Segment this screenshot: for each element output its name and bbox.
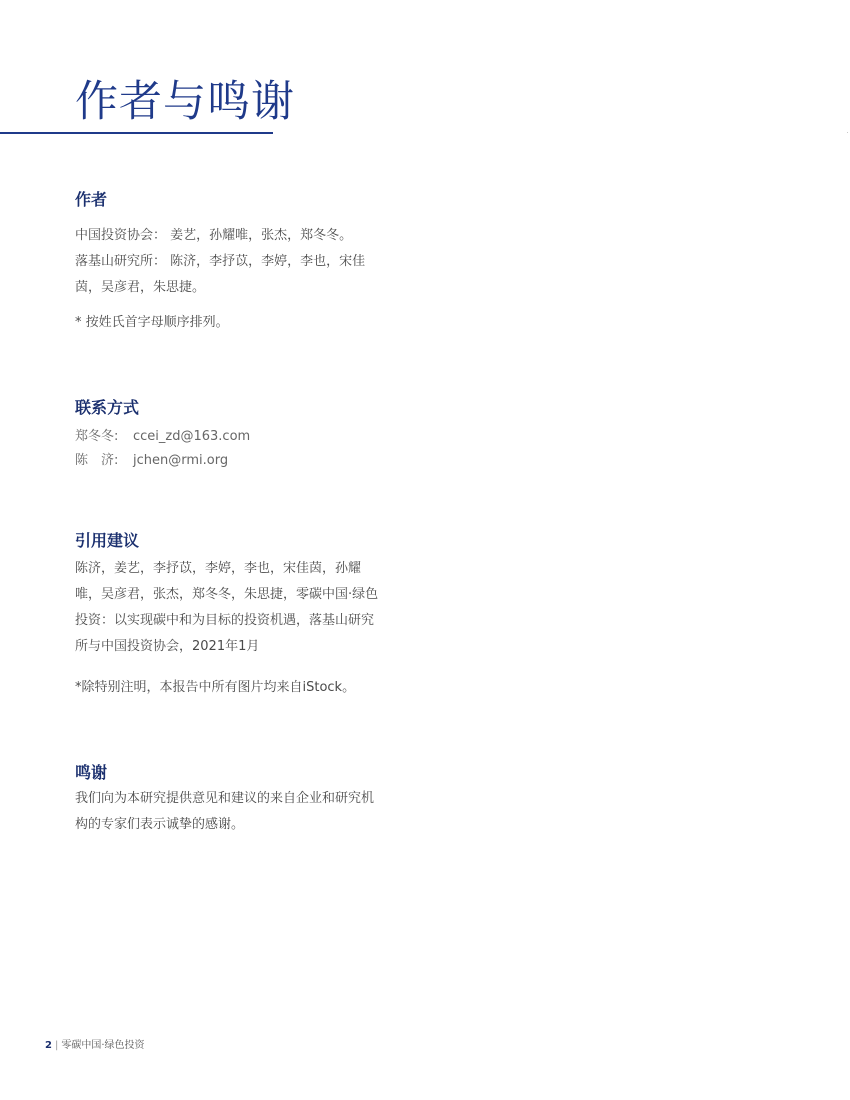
citation-section xyxy=(75,530,415,698)
contact-entry xyxy=(75,449,415,473)
page-edge-mark xyxy=(847,132,848,133)
citation-text xyxy=(75,556,415,660)
page-number: 2 xyxy=(45,1040,52,1051)
authors-line: 落基山研究所： 陈济，李抒苡，李婷，李也，宋佳 xyxy=(75,254,366,269)
contact-email-link[interactable]: ccei_zd@163.com xyxy=(133,429,251,444)
contact-heading: 联系方式 xyxy=(75,398,140,417)
citation-line: 所与中国投资协会，2021年1月 xyxy=(75,639,260,654)
citation-line: 唯，吴彦君，张杰，郑冬冬，朱思捷，零碳中国·绿色 xyxy=(75,587,379,602)
contact-name: 郑冬冬: xyxy=(75,429,119,444)
contact-email-link[interactable]: jchen@rmi.org xyxy=(133,453,229,468)
page-title: 作者与鸣谢 xyxy=(75,77,295,127)
footer-report-title: 零碳中国·绿色投资 xyxy=(61,1040,145,1051)
page-footer xyxy=(45,1039,145,1053)
contact-list xyxy=(75,425,415,473)
authors-line: 茵，吴彦君，朱思捷。 xyxy=(75,280,206,295)
acknowledgements-heading: 鸣谢 xyxy=(75,763,108,782)
image-credit-note: *除特别注明，本报告中所有图片均来自iStock。 xyxy=(75,680,356,695)
contact-section xyxy=(75,397,415,473)
authors-list xyxy=(75,223,415,301)
citation-heading: 引用建议 xyxy=(75,531,140,550)
footer-separator: | xyxy=(54,1040,59,1051)
acknowledgements-section xyxy=(75,762,415,838)
acknowledgements-line: 我们向为本研究提供意见和建议的来自企业和研究机 xyxy=(75,791,375,806)
acknowledgements-line: 构的专家们表示诚挚的感谢。 xyxy=(75,817,245,832)
authors-heading: 作者 xyxy=(75,190,108,209)
authors-section xyxy=(75,189,415,333)
contact-name: 陈 济: xyxy=(75,453,119,468)
citation-line: 陈济，姜艺，李抒苡，李婷，李也，宋佳茵，孙耀 xyxy=(75,561,362,576)
title-divider xyxy=(0,132,273,134)
citation-line: 投资：以实现碳中和为目标的投资机遇，落基山研究 xyxy=(75,613,375,628)
authors-line: 中国投资协会： 姜艺，孙耀唯，张杰，郑冬冬。 xyxy=(75,228,353,243)
contact-entry xyxy=(75,425,415,449)
acknowledgements-text xyxy=(75,786,415,838)
authors-sort-note: * 按姓氏首字母顺序排列。 xyxy=(75,315,229,330)
